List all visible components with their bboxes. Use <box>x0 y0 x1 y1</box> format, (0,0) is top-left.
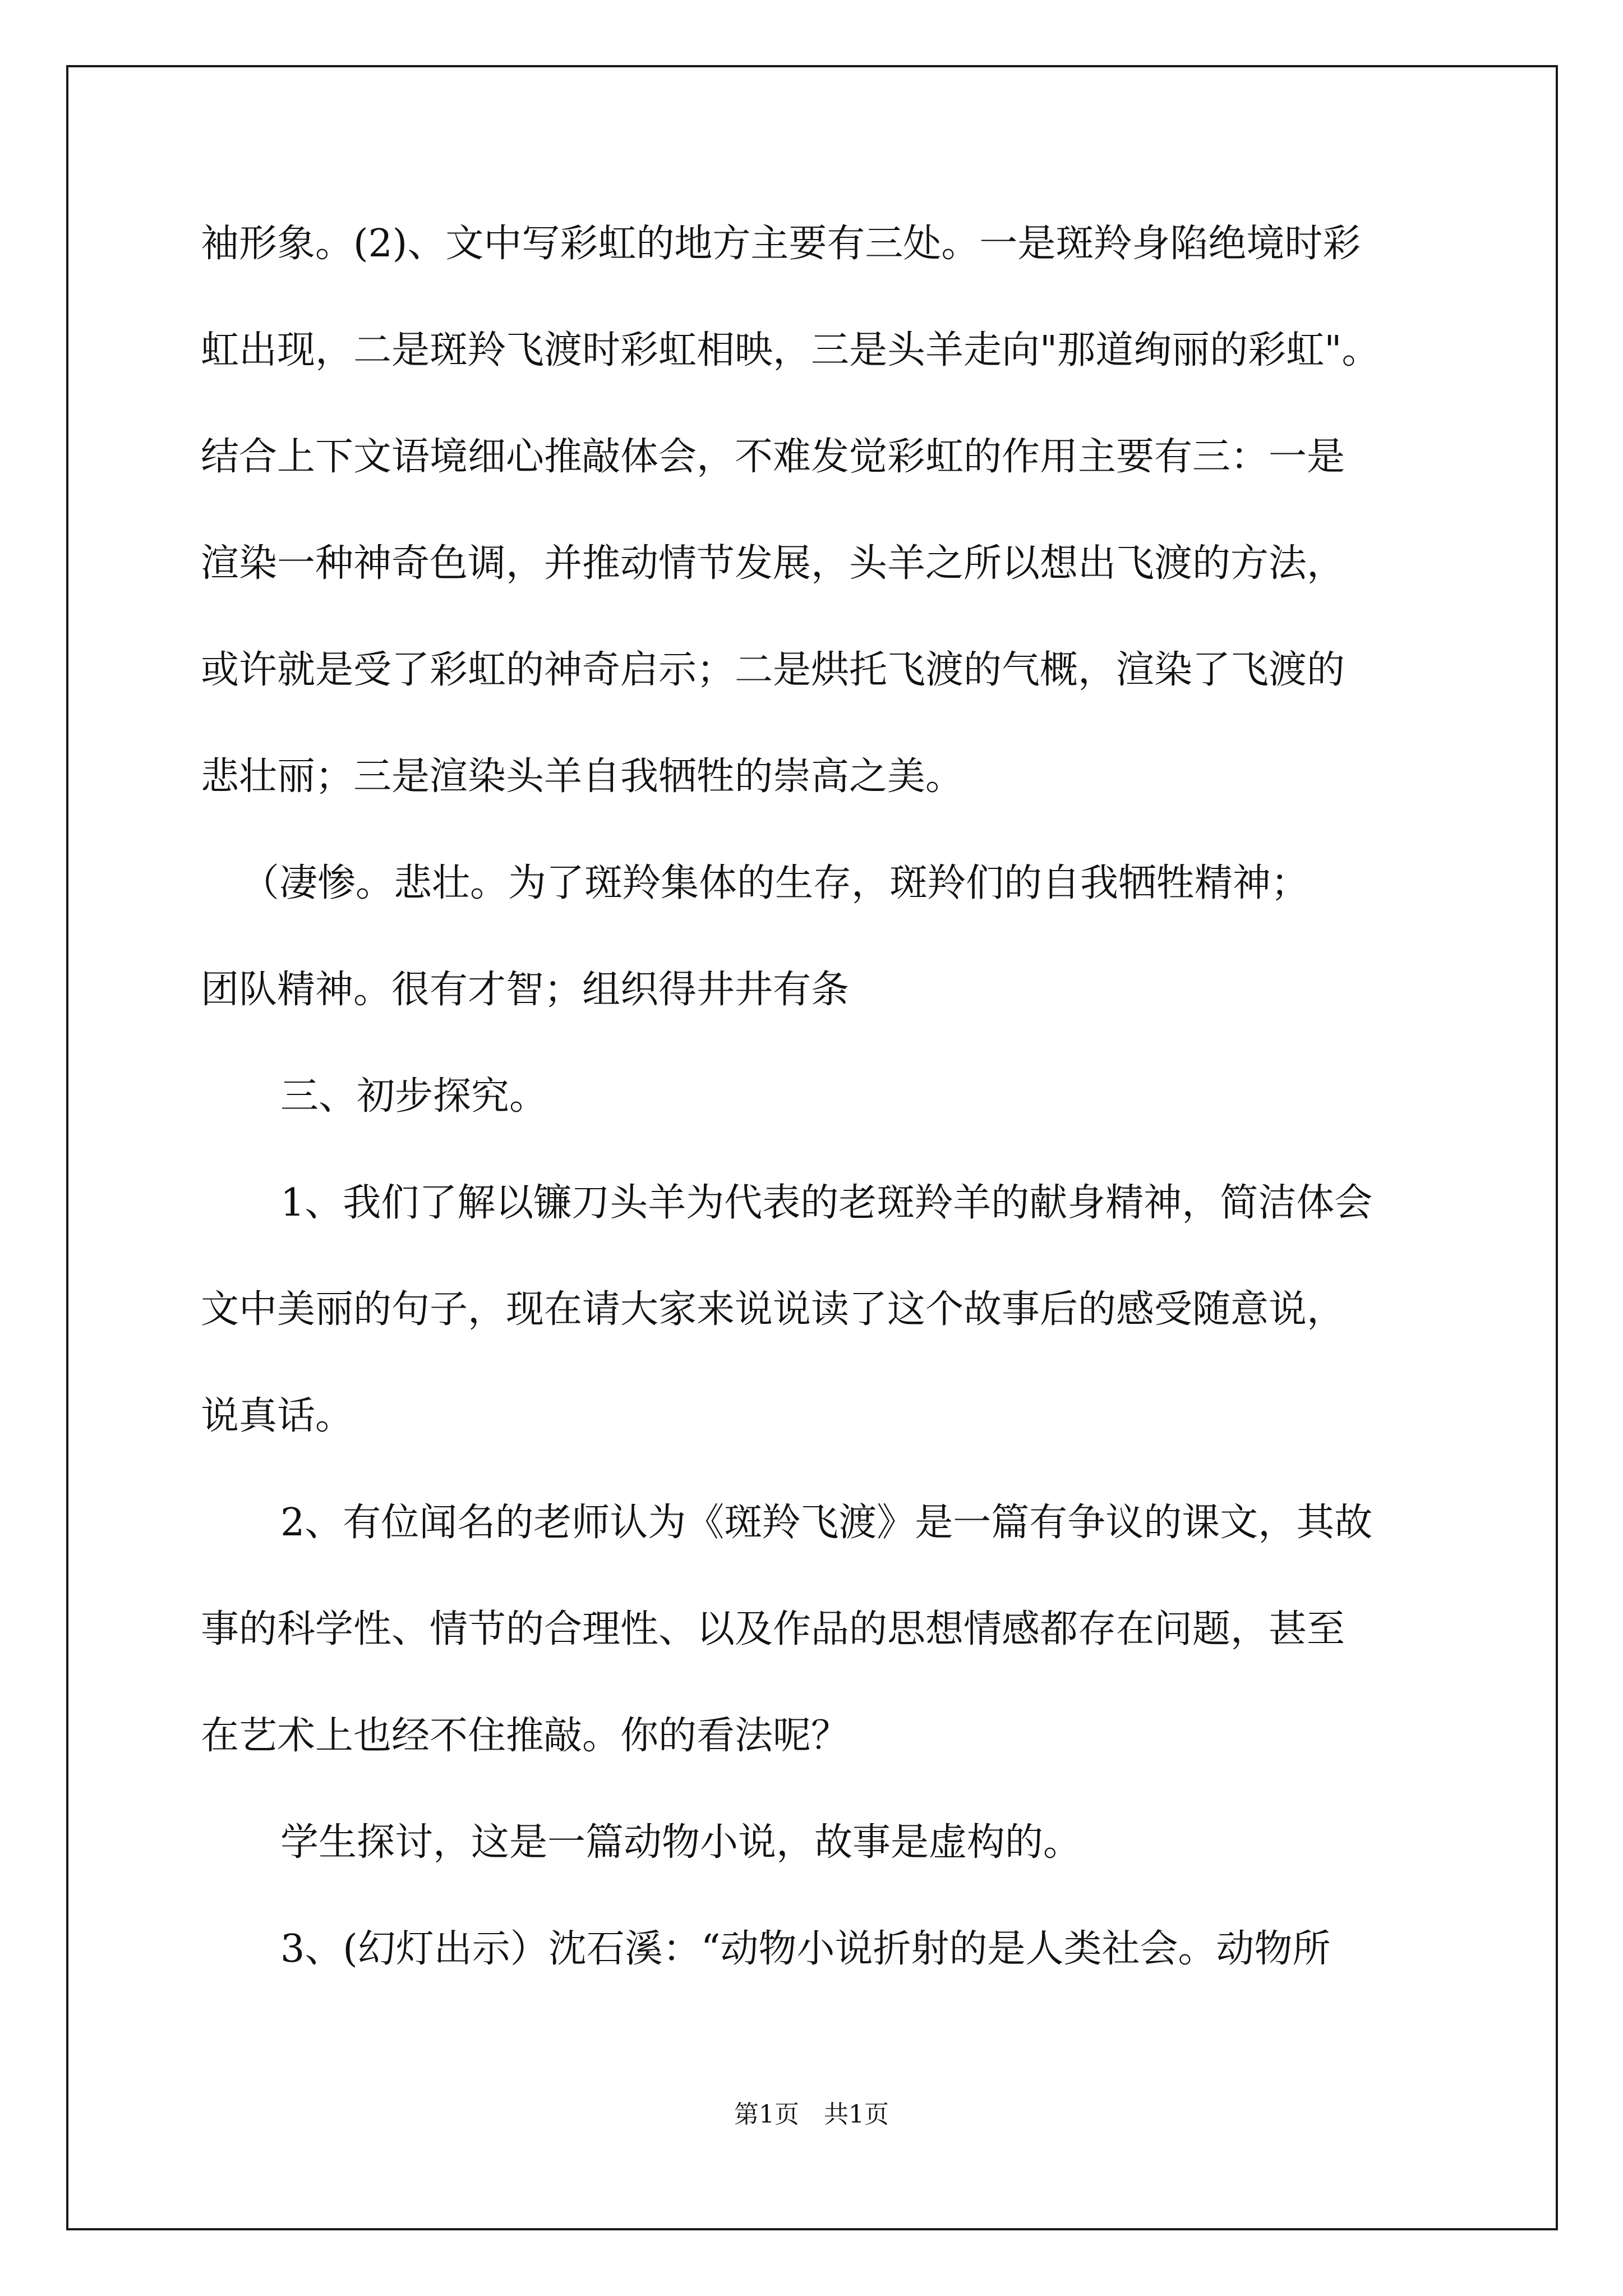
paragraph-line: 1、我们了解以镰刀头羊为代表的老斑羚羊的献身精神，简洁体会 <box>280 1181 1373 1225</box>
paragraph-line: 渲染一种神奇色调，并推动情节发展，头羊之所以想出飞渡的方法， <box>201 541 1345 586</box>
paragraph-line: 在艺术上也经不住推敲。你的看法呢？ <box>201 1714 850 1758</box>
paragraph-line: （凄惨。悲壮。为了斑羚集体的生存，斑羚们的自我牺牲精神； <box>241 861 1310 905</box>
paragraph-line: 2、有位闻名的老师认为《斑羚飞渡》是一篇有争议的课文，其故 <box>280 1501 1373 1545</box>
paragraph-line: 团队精神。很有才智；组织得井井有条 <box>201 968 850 1012</box>
paragraph-line: 文中美丽的句子，现在请大家来说说读了这个故事后的感受随意说， <box>201 1287 1345 1332</box>
section-heading: 三、初步探究。 <box>280 1074 548 1119</box>
paragraph-line: 3、(幻灯出示）沈石溪：“动物小说折射的是人类社会。动物所 <box>280 1927 1331 1971</box>
paragraph-line: 学生探讨，这是一篇动物小说，故事是虚构的。 <box>280 1820 1082 1865</box>
page-border <box>66 65 1558 2230</box>
paragraph-line: 事的科学性、情节的合理性、以及作品的思想情感都存在问题，甚至 <box>201 1607 1345 1651</box>
paragraph-line: 说真话。 <box>201 1394 354 1438</box>
paragraph-line: 虹出现，二是斑羚飞渡时彩虹相映，三是头羊走向"那道绚丽的彩虹"。 <box>201 328 1380 372</box>
paragraph-line: 袖形象。(2)、文中写彩虹的地方主要有三处。一是斑羚身陷绝境时彩 <box>201 222 1361 266</box>
paragraph-line: 结合上下文语境细心推敲体会，不难发觉彩虹的作用主要有三：一是 <box>201 435 1345 479</box>
paragraph-line: 或许就是受了彩虹的神奇启示；二是烘托飞渡的气概，渲染了飞渡的 <box>201 648 1345 692</box>
paragraph-line: 悲壮丽；三是渲染头羊自我牺牲的崇高之美。 <box>201 754 964 799</box>
page-footer: 第1页 共1页 <box>734 2100 889 2129</box>
